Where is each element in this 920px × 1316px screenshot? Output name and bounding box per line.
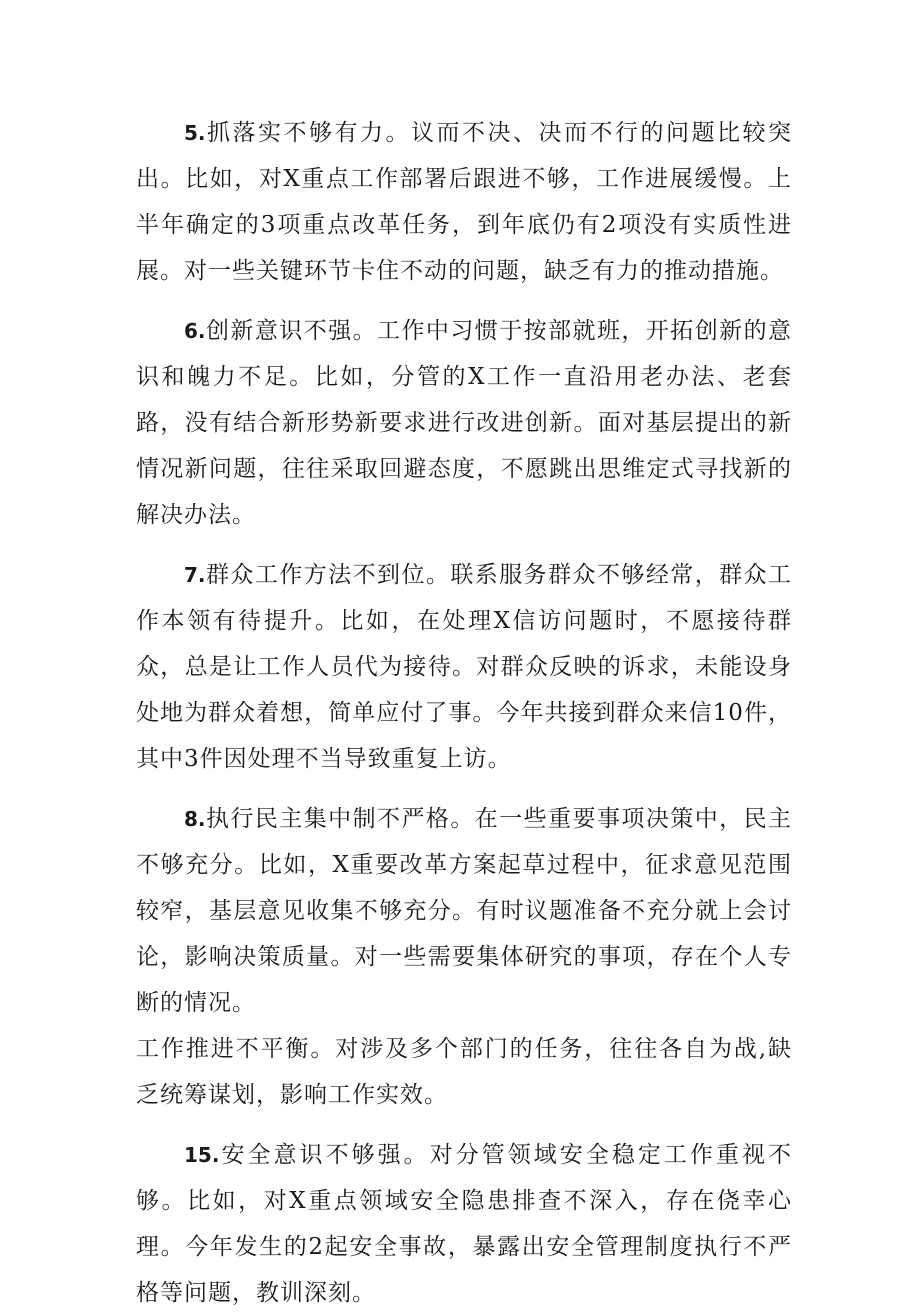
paragraph-text: 安全意识不够强。对分管领域安全稳定工作重视不够。比如，对X重点领域安全隐患排查不深入，存在侥幸心理。今年发生的2起安全事故，暴露出安全管理制度执行不严格等问题，教训深刻。 [136,1142,792,1306]
number-separator: . [197,319,206,343]
paragraph-number: 8 [184,807,198,831]
paragraph-item-7 [136,552,792,782]
paragraph-text: 执行民主集中制不严格。在一些重要事项决策中，民主不够充分。比如，X重要改革方案起草过程中，征求意见范围较窄，基层意见收集不够充分。有时议题准备不充分就上会讨论，影响决策质量。对一些需要集体研究的事项，存在个人专断的情况。 [136,806,792,1016]
paragraph-item-15 [136,1132,792,1316]
number-separator: . [197,807,206,831]
paragraph-text: 工作推进不平衡。对涉及多个部门的任务，往往各自为战,缺乏统筹谋划，影响工作实效。 [136,1036,792,1108]
paragraph-item-5 [136,110,792,294]
number-separator: . [197,121,206,145]
paragraph-item-6 [136,308,792,538]
paragraph-number: 6 [184,319,198,343]
paragraph-item-8 [136,796,792,1026]
paragraph-number: 7 [184,563,198,587]
paragraph-item-unnumbered [136,1026,792,1118]
paragraph-text: 抓落实不够有力。议而不决、决而不行的问题比较突出。比如，对X重点工作部署后跟进不够，工作进展缓慢。上半年确定的3项重点改革任务，到年底仍有2项没有实质性进展。对一些关键环节卡住不动的问题，缺乏有力的推动措施。 [136,120,792,284]
paragraph-number: 15 [184,1143,212,1167]
number-separator: . [197,563,206,587]
paragraph-number: 5 [184,121,198,145]
paragraph-text: 群众工作方法不到位。联系服务群众不够经常，群众工作本领有待提升。比如，在处理X信访问题时，不愿接待群众，总是让工作人员代为接待。对群众反映的诉求，未能设身处地为群众着想，简单应付了事。今年共接到群众来信10件，其中3件因处理不当导致重复上访。 [136,562,792,772]
paragraph-text: 创新意识不强。工作中习惯于按部就班，开拓创新的意识和魄力不足。比如，分管的X工作一直沿用老办法、老套路，没有结合新形势新要求进行改进创新。面对基层提出的新情况新问题，往往采取回避态度，不愿跳出思维定式寻找新的解决办法。 [136,318,792,528]
number-separator: . [211,1143,220,1167]
document-body [136,110,792,1316]
